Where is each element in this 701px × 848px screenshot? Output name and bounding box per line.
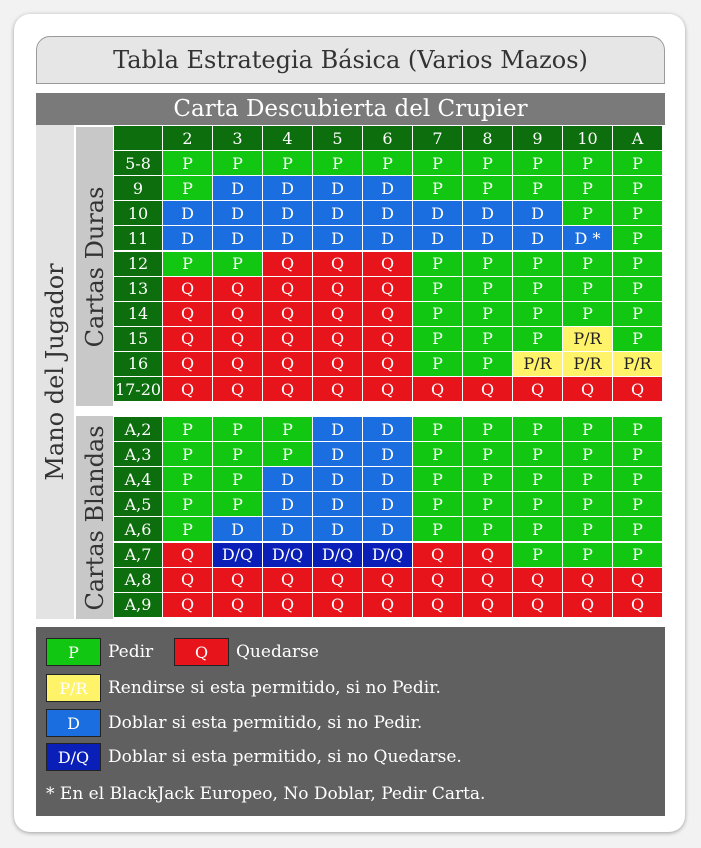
hard-action-cell: Q: [313, 277, 362, 301]
soft-action-cell: Q: [263, 568, 312, 592]
hard-action-cell: D: [263, 201, 312, 225]
soft-action-cell: D: [263, 492, 312, 516]
legend-hit-swatch: [46, 638, 101, 666]
dealer-card-5: 5: [313, 126, 362, 150]
hard-action-cell: P/R: [563, 327, 612, 351]
soft-action-cell: P: [213, 467, 262, 491]
hard-action-cell: P/R: [563, 352, 612, 376]
hard-action-cell: D: [363, 226, 412, 250]
hard-action-cell: Q: [213, 377, 262, 401]
soft-action-cell: Q: [563, 593, 612, 617]
hard-action-cell: Q: [363, 377, 412, 401]
hard-action-cell: P: [613, 176, 662, 200]
soft-action-cell: P: [563, 417, 612, 441]
soft-action-cell: P: [613, 517, 662, 541]
player-hand-text: Mano del Jugador: [41, 263, 69, 481]
hard-hand-label: 14: [114, 302, 162, 326]
dealer-card-10: 10: [563, 126, 612, 150]
soft-action-cell: P: [213, 492, 262, 516]
hard-action-cell: P: [463, 151, 512, 175]
hard-action-cell: Q: [563, 377, 612, 401]
hard-hand-label: 17-20: [114, 377, 162, 401]
soft-action-cell: P: [413, 467, 462, 491]
soft-action-cell: Q: [463, 593, 512, 617]
hard-action-cell: Q: [213, 352, 262, 376]
hard-action-cell: Q: [213, 302, 262, 326]
dealer-card-4: 4: [263, 126, 312, 150]
soft-action-cell: Q: [413, 568, 462, 592]
hard-action-cell: Q: [163, 377, 212, 401]
hard-action-cell: D: [163, 201, 212, 225]
soft-action-cell: D: [363, 517, 412, 541]
hard-action-cell: Q: [363, 327, 412, 351]
soft-action-cell: P: [513, 417, 562, 441]
hard-action-cell: P: [413, 151, 462, 175]
hard-action-cell: Q: [163, 352, 212, 376]
soft-action-cell: D/Q: [363, 543, 412, 567]
hard-action-cell: P: [413, 176, 462, 200]
hard-action-cell: P: [613, 151, 662, 175]
hard-action-cell: D: [213, 176, 262, 200]
soft-action-cell: P: [513, 543, 562, 567]
soft-action-cell: D/Q: [263, 543, 312, 567]
hard-action-cell: P/R: [513, 352, 562, 376]
soft-action-cell: Q: [413, 543, 462, 567]
hard-action-cell: Q: [413, 377, 462, 401]
hard-action-cell: P: [513, 151, 562, 175]
hard-action-cell: D: [313, 176, 362, 200]
hard-action-cell: P: [463, 252, 512, 276]
soft-action-cell: Q: [313, 593, 362, 617]
hard-action-cell: P: [513, 327, 562, 351]
legend-double-text: Doblar si esta permitido, si no Pedir.: [108, 713, 423, 733]
soft-action-cell: Q: [363, 568, 412, 592]
soft-action-cell: Q: [163, 568, 212, 592]
soft-hand-label: A,3: [114, 442, 162, 466]
soft-action-cell: Q: [213, 593, 262, 617]
soft-action-cell: P: [413, 417, 462, 441]
hard-action-cell: Q: [313, 327, 362, 351]
soft-action-cell: P: [263, 417, 312, 441]
soft-action-cell: D: [363, 492, 412, 516]
hard-action-cell: P: [413, 327, 462, 351]
soft-action-cell: D: [363, 467, 412, 491]
legend-double-stand-symbol: D/Q: [57, 747, 90, 767]
hard-action-cell: P: [563, 151, 612, 175]
hard-action-cell: P: [613, 302, 662, 326]
hard-hand-label: 13: [114, 277, 162, 301]
legend-surrender-text: Rendirse si esta permitido, si no Pedir.: [108, 678, 441, 698]
soft-action-cell: Q: [613, 568, 662, 592]
dealer-card-6: 6: [363, 126, 412, 150]
hard-action-cell: P: [363, 151, 412, 175]
chart-title: [36, 36, 665, 84]
soft-action-cell: Q: [363, 593, 412, 617]
soft-action-cell: P: [463, 517, 512, 541]
hard-action-cell: D: [213, 201, 262, 225]
soft-action-cell: P: [163, 417, 212, 441]
hard-action-cell: Q: [313, 252, 362, 276]
hard-action-cell: Q: [263, 327, 312, 351]
soft-cards-label: [76, 416, 113, 619]
soft-action-cell: P: [263, 442, 312, 466]
hard-cards-text: Cartas Duras: [80, 186, 109, 347]
soft-action-cell: Q: [513, 593, 562, 617]
soft-action-cell: P: [463, 467, 512, 491]
chart-title-text: Tabla Estrategia Básica (Varios Mazos): [113, 46, 588, 74]
hard-action-cell: Q: [363, 302, 412, 326]
hard-action-cell: P: [463, 327, 512, 351]
soft-action-cell: Q: [613, 593, 662, 617]
legend-double-swatch: [46, 709, 101, 737]
soft-strategy-grid: [114, 416, 664, 619]
hard-hand-label: 15: [114, 327, 162, 351]
hard-action-cell: D *: [563, 226, 612, 250]
soft-action-cell: D: [313, 417, 362, 441]
soft-hand-label: A,2: [114, 417, 162, 441]
hard-strategy-grid: [114, 126, 664, 406]
soft-action-cell: D: [263, 517, 312, 541]
hard-action-cell: Q: [263, 252, 312, 276]
hard-action-cell: P: [563, 201, 612, 225]
soft-action-cell: P: [513, 517, 562, 541]
hard-action-cell: P: [563, 277, 612, 301]
hard-action-cell: P: [413, 352, 462, 376]
soft-action-cell: D: [313, 517, 362, 541]
soft-action-cell: D: [363, 417, 412, 441]
hard-action-cell: P: [463, 352, 512, 376]
hard-action-cell: Q: [263, 277, 312, 301]
hard-cards-label: [76, 127, 113, 406]
soft-action-cell: D: [313, 492, 362, 516]
hard-action-cell: P: [513, 277, 562, 301]
hard-action-cell: P: [313, 151, 362, 175]
hard-action-cell: Q: [213, 277, 262, 301]
soft-action-cell: P: [613, 492, 662, 516]
soft-action-cell: P: [613, 417, 662, 441]
soft-action-cell: P: [563, 492, 612, 516]
hard-action-cell: D: [363, 201, 412, 225]
soft-action-cell: D: [313, 442, 362, 466]
hard-action-cell: D: [463, 226, 512, 250]
hard-action-cell: P: [563, 302, 612, 326]
hard-action-cell: Q: [163, 277, 212, 301]
hard-action-cell: P: [213, 151, 262, 175]
soft-action-cell: D: [363, 442, 412, 466]
hard-action-cell: P: [163, 252, 212, 276]
hard-action-cell: Q: [363, 352, 412, 376]
soft-action-cell: P: [163, 492, 212, 516]
hard-action-cell: Q: [263, 302, 312, 326]
hard-action-cell: Q: [363, 277, 412, 301]
hard-action-cell: Q: [613, 377, 662, 401]
hard-action-cell: D: [313, 226, 362, 250]
soft-action-cell: P: [463, 417, 512, 441]
dealer-card-9: 9: [513, 126, 562, 150]
hard-action-cell: D: [263, 226, 312, 250]
legend-stand-symbol: Q: [194, 642, 209, 662]
soft-action-cell: D/Q: [313, 543, 362, 567]
legend-double-stand-text: Doblar si esta permitido, si no Quedarse.: [108, 747, 462, 767]
hard-action-cell: P: [213, 252, 262, 276]
dealer-card-2: 2: [163, 126, 212, 150]
soft-action-cell: Q: [463, 568, 512, 592]
soft-action-cell: P: [613, 442, 662, 466]
hard-action-cell: P: [613, 327, 662, 351]
player-hand-label: [36, 125, 74, 619]
soft-action-cell: P: [163, 467, 212, 491]
hard-action-cell: P: [463, 302, 512, 326]
hard-hand-label: 12: [114, 252, 162, 276]
legend-hit-symbol: P: [68, 642, 79, 662]
soft-action-cell: D/Q: [213, 543, 262, 567]
hard-action-cell: Q: [463, 377, 512, 401]
soft-action-cell: P: [163, 517, 212, 541]
dealer-header: [36, 93, 665, 125]
soft-action-cell: P: [413, 442, 462, 466]
soft-action-cell: P: [413, 492, 462, 516]
dealer-card-3: 3: [213, 126, 262, 150]
hard-action-cell: P: [563, 176, 612, 200]
soft-action-cell: Q: [163, 543, 212, 567]
soft-action-cell: P: [213, 417, 262, 441]
hard-action-cell: Q: [213, 327, 262, 351]
soft-action-cell: P: [513, 492, 562, 516]
legend-stand-text: Quedarse: [236, 642, 319, 662]
hard-action-cell: D: [363, 176, 412, 200]
hard-action-cell: D: [213, 226, 262, 250]
soft-action-cell: P: [613, 543, 662, 567]
legend-surrender-swatch: [46, 674, 101, 702]
soft-action-cell: Q: [463, 543, 512, 567]
hard-action-cell: D: [513, 226, 562, 250]
hard-action-cell: P: [163, 176, 212, 200]
soft-action-cell: D: [263, 467, 312, 491]
dealer-card-8: 8: [463, 126, 512, 150]
soft-action-cell: P: [463, 442, 512, 466]
hard-action-cell: D: [463, 201, 512, 225]
soft-action-cell: Q: [213, 568, 262, 592]
hard-action-cell: P: [513, 302, 562, 326]
hard-action-cell: D: [263, 176, 312, 200]
legend-footnote: * En el BlackJack Europeo, No Doblar, Pedir Carta.: [46, 784, 486, 804]
soft-hand-label: A,9: [114, 593, 162, 617]
hard-action-cell: P: [613, 277, 662, 301]
legend-surrender-symbol: P/R: [59, 678, 88, 698]
soft-hand-label: A,7: [114, 543, 162, 567]
soft-action-cell: P: [463, 492, 512, 516]
soft-action-cell: Q: [263, 593, 312, 617]
soft-action-cell: P: [163, 442, 212, 466]
soft-action-cell: Q: [313, 568, 362, 592]
hard-action-cell: Q: [363, 252, 412, 276]
hard-action-cell: P: [463, 176, 512, 200]
hard-action-cell: Q: [263, 352, 312, 376]
hard-hand-label: 5-8: [114, 151, 162, 175]
hard-hand-label: 10: [114, 201, 162, 225]
hard-action-cell: Q: [163, 302, 212, 326]
hard-action-cell: Q: [313, 302, 362, 326]
soft-action-cell: Q: [513, 568, 562, 592]
hard-action-cell: D: [413, 226, 462, 250]
legend-double-symbol: D: [67, 713, 80, 733]
soft-action-cell: P: [563, 517, 612, 541]
soft-action-cell: Q: [563, 568, 612, 592]
soft-action-cell: Q: [163, 593, 212, 617]
hard-hand-label: 11: [114, 226, 162, 250]
soft-action-cell: P: [563, 442, 612, 466]
soft-action-cell: P: [413, 517, 462, 541]
soft-hand-label: A,5: [114, 492, 162, 516]
hard-action-cell: P: [513, 176, 562, 200]
hard-action-cell: P: [463, 277, 512, 301]
soft-action-cell: P: [213, 442, 262, 466]
hard-action-cell: Q: [513, 377, 562, 401]
hard-action-cell: D: [163, 226, 212, 250]
hard-action-cell: Q: [313, 352, 362, 376]
hard-action-cell: Q: [163, 327, 212, 351]
legend-double-stand-swatch: [46, 743, 101, 771]
hard-hand-label: 9: [114, 176, 162, 200]
header-corner: [114, 126, 162, 150]
soft-action-cell: P: [563, 467, 612, 491]
dealer-header-text: Carta Descubierta del Crupier: [173, 96, 528, 122]
hard-action-cell: Q: [263, 377, 312, 401]
hard-action-cell: D: [413, 201, 462, 225]
soft-action-cell: P: [563, 543, 612, 567]
hard-action-cell: P: [413, 277, 462, 301]
soft-hand-label: A,4: [114, 467, 162, 491]
soft-action-cell: Q: [413, 593, 462, 617]
hard-action-cell: D: [513, 201, 562, 225]
soft-cards-text: Cartas Blandas: [80, 424, 109, 611]
soft-action-cell: P: [513, 442, 562, 466]
hard-action-cell: P: [613, 226, 662, 250]
soft-action-cell: D: [313, 467, 362, 491]
hard-action-cell: Q: [313, 377, 362, 401]
dealer-card-A: A: [613, 126, 662, 150]
hard-action-cell: P: [413, 302, 462, 326]
hard-action-cell: P/R: [613, 352, 662, 376]
hard-action-cell: D: [313, 201, 362, 225]
hard-action-cell: P: [413, 252, 462, 276]
hard-action-cell: P: [613, 201, 662, 225]
dealer-card-7: 7: [413, 126, 462, 150]
hard-action-cell: P: [513, 252, 562, 276]
soft-action-cell: P: [513, 467, 562, 491]
soft-hand-label: A,6: [114, 517, 162, 541]
legend-stand-swatch: [174, 638, 229, 666]
hard-action-cell: P: [613, 252, 662, 276]
soft-action-cell: D: [213, 517, 262, 541]
legend-hit-text: Pedir: [108, 642, 154, 662]
hard-action-cell: P: [563, 252, 612, 276]
legend: [36, 627, 665, 816]
soft-hand-label: A,8: [114, 568, 162, 592]
soft-action-cell: P: [613, 467, 662, 491]
hard-action-cell: P: [263, 151, 312, 175]
hard-action-cell: P: [163, 151, 212, 175]
hard-hand-label: 16: [114, 352, 162, 376]
